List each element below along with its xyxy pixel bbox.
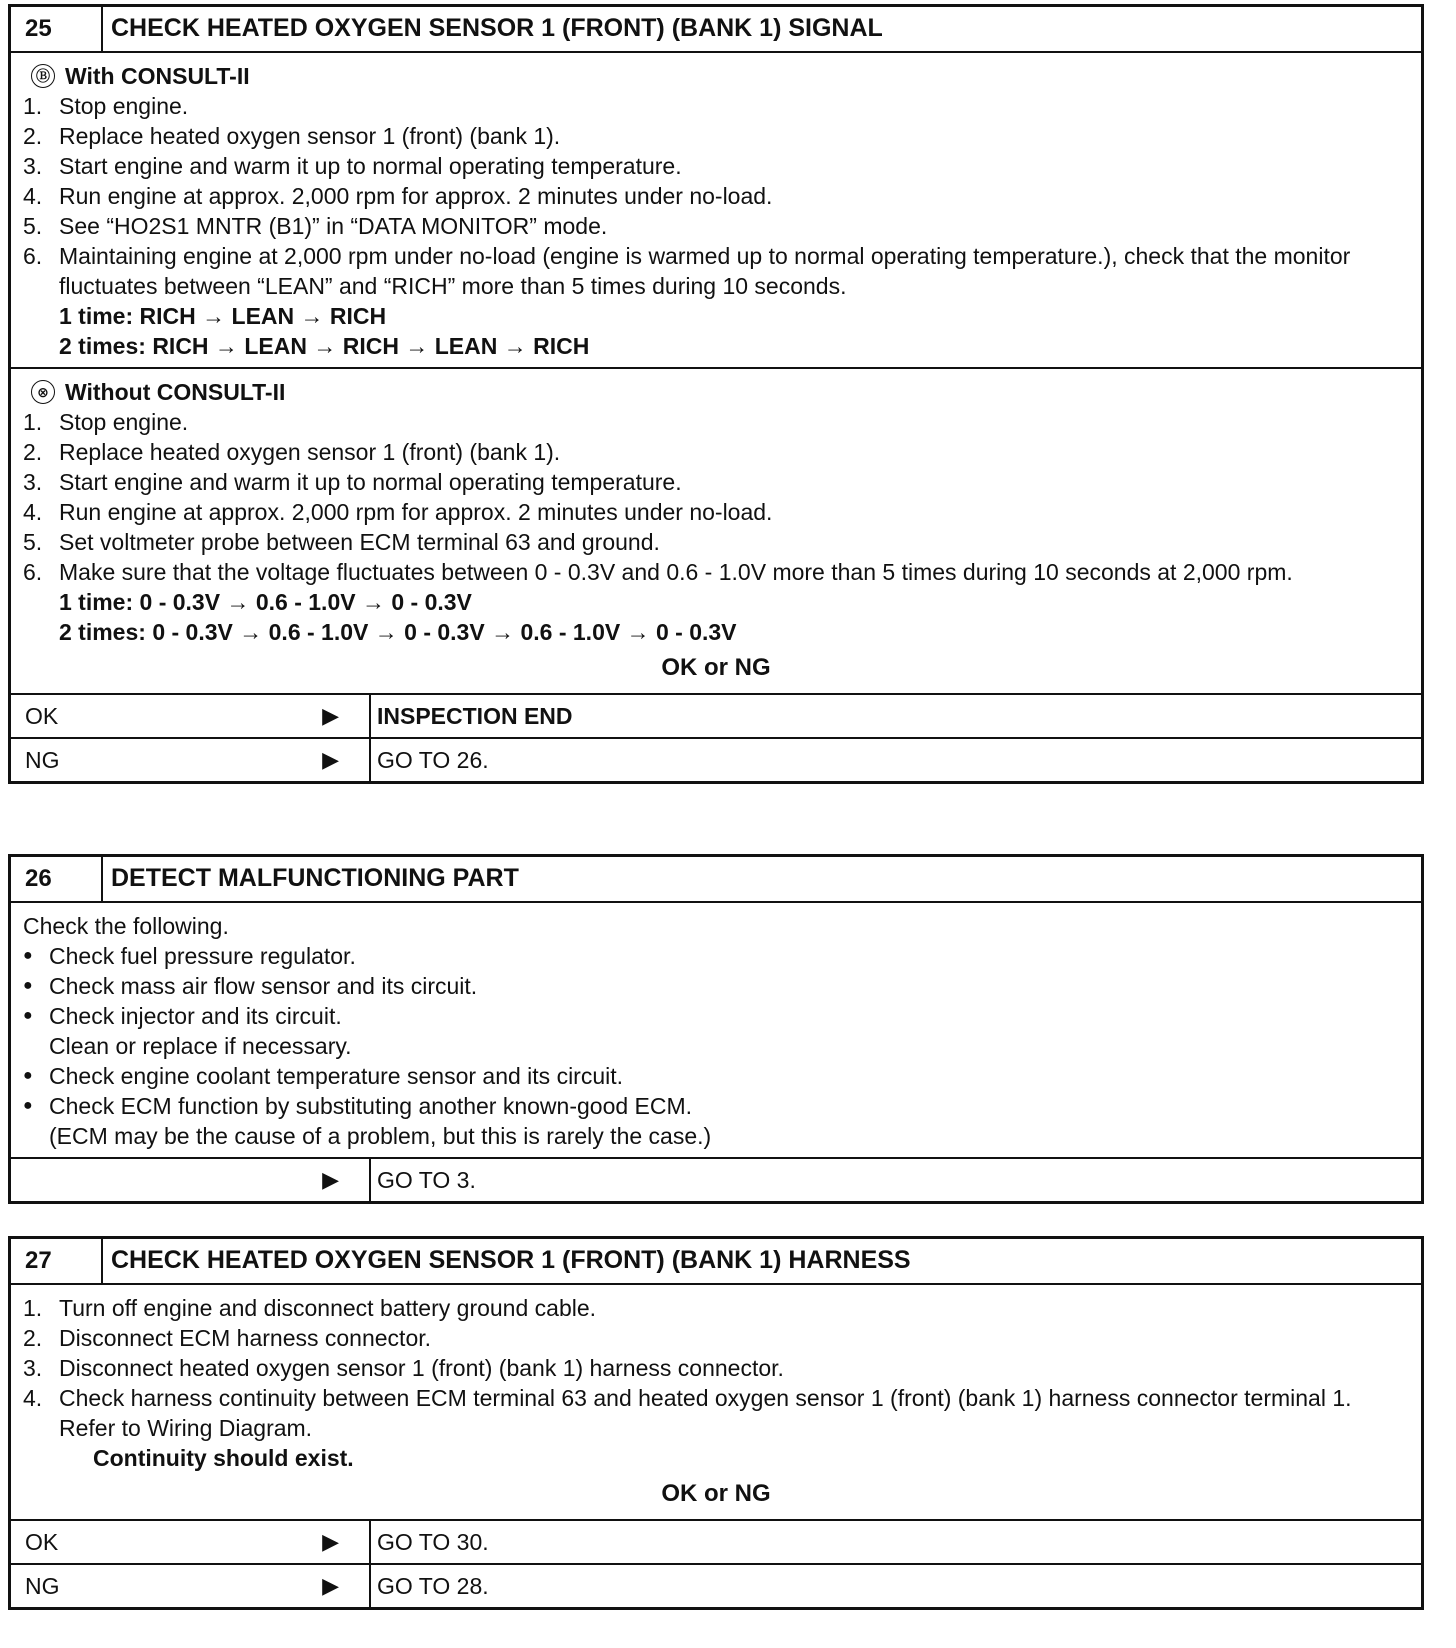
arrow-right-icon: ▶ [322,1573,339,1598]
bullet-icon: ● [23,977,33,994]
list-item [23,1293,1409,1323]
check-bullets [23,941,1409,1031]
item-number: 2. [23,123,43,149]
refer-note: Refer to Wiring Diagram. [59,1415,313,1441]
list-item [23,1001,1409,1031]
result-action: GO TO 3. [377,1166,476,1193]
condition-label: OK [25,1528,59,1555]
step-26-header [11,857,1421,903]
item-text: Check engine coolant temperature sensor and its circuit. [49,1063,624,1089]
item-text: Turn off engine and disconnect battery ground cable. [59,1295,597,1321]
step-25-box [8,4,1424,784]
check-bullets-2 [23,1061,1409,1121]
harness-check-section [11,1285,1421,1519]
ok-or-ng-label: OK or NG [661,654,771,681]
ecm-note: (ECM may be the cause of a problem, but this is rarely the case.) [49,1123,712,1149]
item-text: Check ECM function by substituting another known-good ECM. [49,1093,693,1119]
result-action: GO TO 26. [377,746,489,773]
result-condition [11,739,371,781]
result-row-ng [11,1563,1421,1607]
item-text: Make sure that the voltage fluctuates between 0 - 0.3V and 0.6 - 1.0V more than 5 times during 10 seconds at 2,000 rpm. [59,559,1293,585]
item-number: 4. [23,1385,43,1411]
condition-label: OK [25,702,59,729]
step-title: CHECK HEATED OXYGEN SENSOR 1 (FRONT) (BANK 1) HARNESS [111,1246,911,1274]
list-item [23,941,1409,971]
step-number: 26 [11,857,103,901]
harness-steps [23,1293,1409,1413]
step-number: 25 [11,7,103,51]
result-row-ok [11,1519,1421,1563]
with-consult-heading [23,61,1409,91]
list-item [23,1323,1409,1353]
item-text: Replace heated oxygen sensor 1 (front) (bank 1). [59,123,561,149]
item-text: Replace heated oxygen sensor 1 (front) (bank 1). [59,439,561,465]
item-text: See “HO2S1 MNTR (B1)” in “DATA MONITOR” mode. [59,213,608,239]
item-number: 3. [23,469,43,495]
no-consult-icon: ⊗ [31,380,55,404]
bullet-icon: ● [23,1067,33,1084]
list-item [23,1061,1409,1091]
item-text: Check injector and its circuit. [49,1003,342,1029]
result-condition [11,1565,371,1607]
item-number: 6. [23,559,43,585]
item-text: Maintaining engine at 2,000 rpm under no-load (engine is warmed up to normal operating temperature.), check that the monitor fluctuates between “LEAN” and “RICH” more than 5 times during 10 seconds. [59,243,1351,299]
item-text: Set voltmeter probe between ECM terminal 63 and ground. [59,529,660,555]
check-list-section [11,903,1421,1157]
item-text: Check harness continuity between ECM terminal 63 and heated oxygen sensor 1 (front) (bank 1) harness connector terminal 1. [59,1385,1352,1411]
result-action: INSPECTION END [377,702,573,729]
result-condition [11,1521,371,1563]
list-item [23,91,1409,121]
arrow-right-icon: ▶ [322,1167,339,1192]
item-number: 1. [23,1295,43,1321]
without-consult-label: Without CONSULT-II [65,379,286,405]
example-one-time: 1 time: RICH → LEAN → RICH [59,303,387,329]
item-text: Check mass air flow sensor and its circuit. [49,973,478,999]
list-item [23,181,1409,211]
item-text: Stop engine. [59,93,189,119]
without-consult-section [11,367,1421,693]
result-row-ok [11,693,1421,737]
step-title: DETECT MALFUNCTIONING PART [111,864,519,892]
item-number: 6. [23,243,43,269]
consult-icon: Ⓑ [31,64,55,88]
arrow-right-icon: ▶ [322,703,339,728]
item-number: 1. [23,409,43,435]
list-item [23,121,1409,151]
step-26-box [8,854,1424,1204]
list-item [23,1383,1409,1413]
list-item [23,557,1409,587]
item-text: Disconnect heated oxygen sensor 1 (front) (bank 1) harness connector. [59,1355,784,1381]
step-25-header [11,7,1421,53]
step-27-header [11,1239,1421,1285]
bullet-icon: ● [23,1097,33,1114]
list-item [23,151,1409,181]
with-consult-label: With CONSULT-II [65,63,250,89]
example-two-times: 2 times: 0 - 0.3V → 0.6 - 1.0V → 0 - 0.3V → 0.6 - 1.0V → 0 - 0.3V [59,619,737,645]
list-item [23,527,1409,557]
condition-label: NG [25,746,60,773]
example-one-time: 1 time: 0 - 0.3V → 0.6 - 1.0V → 0 - 0.3V [59,589,472,615]
result-row [11,1157,1421,1201]
without-consult-heading [23,377,1409,407]
list-item [23,211,1409,241]
item-text: Start engine and warm it up to normal operating temperature. [59,469,682,495]
step-number: 27 [11,1239,103,1283]
item-number: 3. [23,153,43,179]
item-text: Run engine at approx. 2,000 rpm for approx. 2 minutes under no-load. [59,499,773,525]
result-action: GO TO 28. [377,1572,489,1599]
result-row-ng [11,737,1421,781]
intro-text: Check the following. [23,913,229,939]
bullet-icon: ● [23,947,33,964]
with-consult-section [11,53,1421,367]
arrow-right-icon: ▶ [322,1529,339,1554]
item-number: 5. [23,213,43,239]
list-item [23,407,1409,437]
without-consult-steps [23,407,1409,587]
list-item [23,467,1409,497]
example-two-times: 2 times: RICH → LEAN → RICH → LEAN → RICH [59,333,590,359]
item-number: 4. [23,499,43,525]
list-item [23,497,1409,527]
condition-label: NG [25,1572,60,1599]
bullet-icon: ● [23,1007,33,1024]
item-text: Check fuel pressure regulator. [49,943,356,969]
item-number: 3. [23,1355,43,1381]
step-title: CHECK HEATED OXYGEN SENSOR 1 (FRONT) (BANK 1) SIGNAL [111,14,883,42]
item-number: 4. [23,183,43,209]
list-item [23,437,1409,467]
result-condition [11,1159,371,1201]
ok-or-ng-label: OK or NG [661,1480,771,1507]
list-item [23,1353,1409,1383]
list-item [23,241,1409,301]
list-item [23,971,1409,1001]
item-text: Disconnect ECM harness connector. [59,1325,432,1351]
list-item [23,1091,1409,1121]
injector-note: Clean or replace if necessary. [49,1033,352,1059]
step-27-box [8,1236,1424,1610]
result-action: GO TO 30. [377,1528,489,1555]
result-condition [11,695,371,737]
item-number: 5. [23,529,43,555]
with-consult-steps [23,91,1409,301]
item-text: Start engine and warm it up to normal operating temperature. [59,153,682,179]
item-number: 1. [23,93,43,119]
arrow-right-icon: ▶ [322,747,339,772]
item-text: Run engine at approx. 2,000 rpm for approx. 2 minutes under no-load. [59,183,773,209]
item-text: Stop engine. [59,409,189,435]
continuity-spec: Continuity should exist. [93,1445,354,1471]
item-number: 2. [23,1325,43,1351]
item-number: 2. [23,439,43,465]
